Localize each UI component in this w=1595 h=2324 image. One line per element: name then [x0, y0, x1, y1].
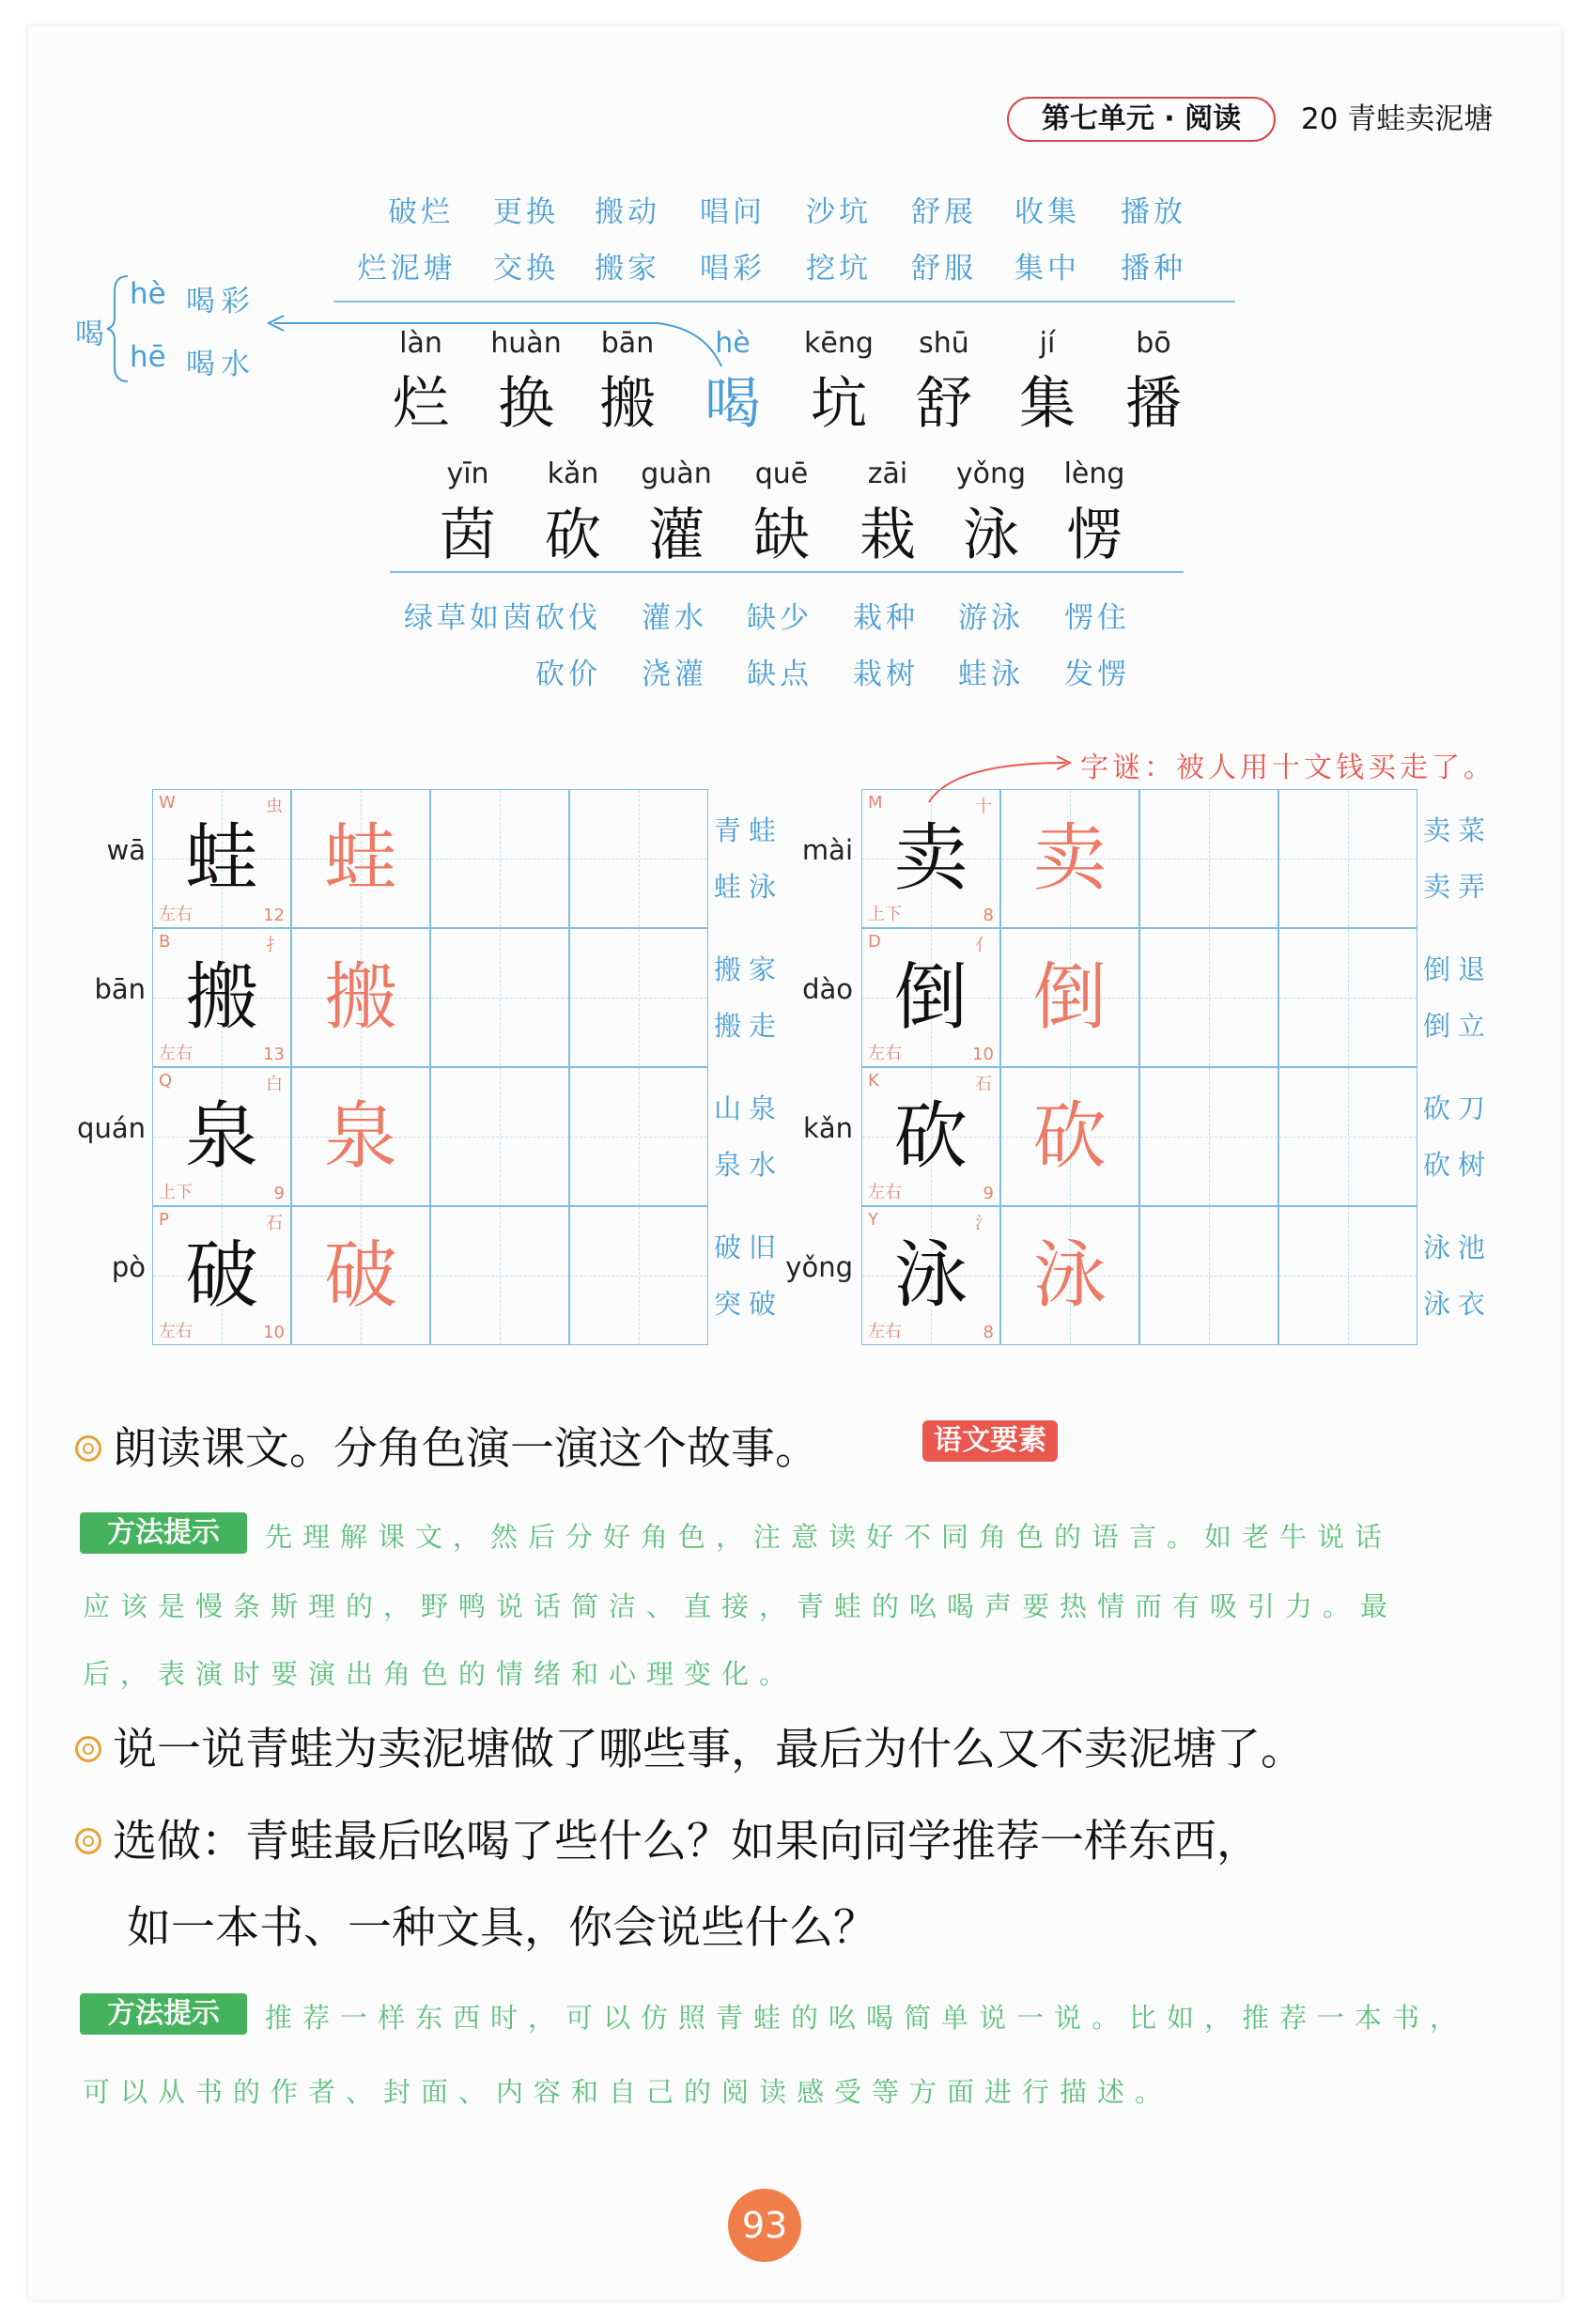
top-word: 更换 — [493, 195, 559, 229]
grid-word: 青蛙 — [714, 814, 784, 846]
grid-cell — [1000, 1206, 1139, 1345]
grid-word: 搬走 — [714, 1010, 784, 1042]
structure: 左右 — [159, 1322, 193, 1341]
character: 集 — [1019, 371, 1076, 437]
radical: 虫 — [266, 797, 283, 816]
bottom-word: 蛙泳 — [958, 658, 1024, 691]
grid-word: 泳衣 — [1423, 1288, 1494, 1320]
grid-char: 搬 — [184, 955, 258, 1040]
grid-char: 蛙 — [184, 816, 258, 901]
grid-char: 搬 — [323, 955, 397, 1040]
grid-char: 泳 — [893, 1233, 968, 1318]
grid-word: 泳池 — [1423, 1232, 1494, 1263]
bullet-icon — [75, 1435, 101, 1462]
grid-cell — [1000, 789, 1139, 928]
character: 舒 — [916, 371, 972, 437]
grid-cell — [569, 789, 708, 928]
stroke-count: 8 — [983, 906, 994, 925]
grid-pinyin: bān — [94, 973, 146, 1005]
grid-cell — [569, 928, 708, 1067]
top-word: 舒展 — [911, 195, 977, 229]
structure: 上下 — [159, 1183, 193, 1202]
character: 茵 — [440, 503, 496, 568]
character: 换 — [498, 371, 554, 437]
tip-badge-1: 方法提示 — [80, 1512, 247, 1554]
index-letter: Q — [159, 1071, 173, 1091]
character: 灌 — [648, 503, 705, 568]
bullet-icon — [75, 1828, 101, 1854]
character: 泳 — [963, 503, 1019, 568]
character: 搬 — [599, 371, 656, 437]
bottom-word: 灌水 — [642, 601, 707, 635]
index-letter: Y — [868, 1210, 878, 1230]
grid-char: 蛙 — [323, 816, 397, 901]
tip-1-line-2: 应该是慢条斯理的，野鸭说话简洁、直接，青蛙的吆喝声要热情而有吸引力。最 — [83, 1590, 1399, 1622]
bottom-word: 发愣 — [1064, 658, 1130, 691]
grid-char: 卖 — [893, 816, 968, 901]
grid-char: 泉 — [184, 1094, 258, 1179]
unit-tag: 第七单元 · 阅读 — [1007, 97, 1276, 142]
character: 砍 — [545, 503, 601, 568]
radical: 氵 — [975, 1214, 992, 1233]
index-letter: D — [868, 932, 881, 952]
question-2-text: 说一说青蛙为卖泥塘做了哪些事，最后为什么又不卖泥塘了。 — [113, 1724, 1305, 1775]
polyphone-py-1: hè — [130, 277, 166, 311]
grid-cell — [1139, 928, 1278, 1067]
question-3 — [75, 1806, 1261, 1869]
grid-cell — [152, 789, 291, 928]
pinyin: yīn — [446, 457, 489, 490]
grid-cell — [1278, 1206, 1417, 1345]
pinyin: guàn — [641, 457, 712, 490]
question-1 — [75, 1414, 819, 1477]
structure: 左右 — [159, 905, 193, 924]
question-1-text: 朗读课文。分角色演一演这个故事。 — [113, 1423, 819, 1475]
grid-pinyin: wā — [106, 834, 146, 866]
bottom-word: 缺少 — [747, 601, 813, 635]
polyphone-word-1: 喝彩 — [186, 285, 256, 318]
index-letter: W — [159, 793, 176, 813]
grid-cell — [861, 789, 1000, 928]
bottom-word: 愣住 — [1064, 601, 1130, 635]
pinyin: lèng — [1063, 457, 1125, 490]
grid-char: 倒 — [893, 955, 968, 1040]
top-word: 破烂 — [388, 195, 454, 229]
grid-cell — [152, 928, 291, 1067]
grid-cell — [430, 1067, 569, 1206]
grid-cell — [861, 928, 1000, 1067]
bullet-icon — [75, 1736, 101, 1762]
character: 喝 — [705, 371, 761, 437]
pinyin: kǎn — [547, 457, 599, 490]
grid-char: 泉 — [323, 1094, 397, 1179]
grid-cell — [1278, 789, 1417, 928]
grid-char: 卖 — [1032, 816, 1107, 901]
question-3-line-1: 选做：青蛙最后吆喝了些什么？如果向同学推荐一样东西， — [113, 1816, 1261, 1867]
page-number: 93 — [728, 2189, 801, 2262]
pinyin: yǒng — [955, 457, 1027, 490]
bottom-word: 栽种 — [853, 601, 919, 635]
badge-chinese-element: 语文要素 — [922, 1420, 1058, 1462]
pinyin: shū — [919, 327, 969, 360]
bottom-word: 砍价 — [535, 658, 601, 691]
grid-pinyin: yǒng — [785, 1251, 853, 1283]
structure: 左右 — [868, 1322, 902, 1341]
tip-badge-2: 方法提示 — [80, 1993, 247, 2035]
grid-cell — [1139, 1067, 1278, 1206]
bottom-word: 浇灌 — [642, 658, 707, 691]
grid-pinyin: quán — [77, 1112, 146, 1144]
character: 烂 — [393, 371, 449, 437]
top-word: 搬动 — [595, 195, 660, 229]
character: 坑 — [811, 371, 867, 437]
structure: 左右 — [159, 1044, 193, 1063]
pinyin: bō — [1136, 327, 1171, 360]
grid-cell — [569, 1067, 708, 1206]
grid-pinyin: dào — [802, 973, 853, 1005]
polyphone-char: 喝 — [75, 318, 104, 351]
grid-cell — [1278, 928, 1417, 1067]
grid-cell — [1139, 789, 1278, 928]
grid-pinyin: kǎn — [803, 1112, 853, 1144]
grid-word: 砍树 — [1423, 1149, 1494, 1181]
grid-cell — [291, 789, 430, 928]
polyphone-word-2: 喝水 — [186, 348, 256, 381]
grid-word: 卖菜 — [1423, 814, 1494, 846]
top-word: 集中 — [1014, 252, 1080, 286]
question-2 — [75, 1714, 1305, 1777]
grid-word: 蛙泳 — [714, 871, 784, 903]
tip-2-line-2: 可以从书的作者、封面、内容和自己的阅读感受等方面进行描述。 — [83, 2076, 1173, 2108]
grid-char: 泳 — [1032, 1233, 1107, 1318]
grid-cell — [291, 1206, 430, 1345]
stroke-count: 13 — [263, 1045, 285, 1064]
divider-bottom — [390, 571, 1184, 573]
stroke-count: 9 — [983, 1184, 994, 1203]
grid-cell — [861, 1206, 1000, 1345]
bottom-word: 栽树 — [853, 658, 919, 691]
index-letter: K — [868, 1071, 879, 1091]
index-letter: M — [868, 793, 883, 813]
riddle-text: 字谜：被人用十文钱买走了。 — [1080, 751, 1495, 784]
grid-cell — [152, 1067, 291, 1206]
pinyin: bān — [600, 327, 655, 360]
grid-word: 突破 — [714, 1288, 784, 1320]
grid-word: 倒立 — [1423, 1010, 1494, 1042]
pinyin: huàn — [490, 327, 562, 360]
stroke-count: 9 — [273, 1184, 285, 1203]
grid-char: 砍 — [893, 1094, 968, 1179]
grid-word: 卖弄 — [1423, 871, 1494, 903]
pinyin: zāi — [867, 457, 908, 490]
stroke-count: 10 — [263, 1323, 285, 1342]
radical: 石 — [266, 1214, 283, 1233]
top-word: 播放 — [1121, 195, 1186, 229]
pinyin: làn — [399, 327, 442, 360]
bottom-word: 砍伐 — [535, 601, 601, 635]
tip-1-line-1: 先理解课文，然后分好角色，注意读好不同角色的语言。如老牛说话 — [265, 1521, 1393, 1553]
grid-word: 泉水 — [714, 1149, 784, 1181]
character: 缺 — [753, 503, 810, 568]
grid-cell — [291, 1067, 430, 1206]
grid-word: 搬家 — [714, 953, 784, 985]
grid-char: 破 — [323, 1233, 397, 1318]
pinyin: kēng — [804, 327, 874, 360]
character: 愣 — [1066, 503, 1123, 568]
grid-cell — [291, 928, 430, 1067]
structure: 左右 — [868, 1044, 902, 1063]
radical: 白 — [266, 1075, 283, 1094]
pinyin: hè — [715, 327, 751, 360]
grid-cell — [1278, 1067, 1417, 1206]
bottom-word: 游泳 — [958, 601, 1024, 635]
character: 栽 — [859, 503, 916, 568]
grid-pinyin: pò — [111, 1251, 146, 1283]
grid-cell — [430, 1206, 569, 1345]
radical: 石 — [975, 1075, 992, 1094]
grid-cell — [1000, 928, 1139, 1067]
radical: 扌 — [266, 936, 283, 955]
stroke-count: 8 — [983, 1323, 994, 1342]
top-word: 舒服 — [911, 252, 977, 286]
radical: 亻 — [975, 936, 992, 955]
grid-word: 山泉 — [714, 1092, 784, 1124]
bottom-word: 缺点 — [747, 658, 813, 691]
grid-cell — [152, 1206, 291, 1345]
top-word: 挖坑 — [806, 252, 872, 286]
polyphone-py-2: hē — [130, 340, 166, 374]
structure: 左右 — [868, 1183, 902, 1202]
stroke-count: 12 — [263, 906, 285, 925]
grid-cell — [861, 1067, 1000, 1206]
question-3-line-2: 如一本书、一种文具，你会说些什么？ — [127, 1902, 877, 1954]
grid-word: 破旧 — [714, 1232, 784, 1263]
top-word: 沙坑 — [806, 195, 872, 229]
lesson-title: 20 青蛙卖泥塘 — [1301, 102, 1494, 136]
stroke-count: 10 — [972, 1045, 994, 1064]
tip-1-line-3: 后，表演时要演出角色的情绪和心理变化。 — [83, 1658, 798, 1690]
top-word: 搬家 — [595, 252, 660, 286]
top-word: 播种 — [1121, 252, 1186, 286]
radical: 十 — [975, 797, 992, 816]
structure: 上下 — [868, 905, 902, 924]
top-word: 唱彩 — [700, 252, 766, 286]
grid-char: 破 — [184, 1233, 258, 1318]
pinyin: quē — [754, 457, 809, 490]
character: 播 — [1125, 371, 1182, 437]
grid-char: 倒 — [1032, 955, 1107, 1040]
bottom-word: 绿草如茵 — [404, 601, 535, 635]
top-word: 交换 — [493, 252, 559, 286]
grid-word: 砍刀 — [1423, 1092, 1494, 1124]
index-letter: B — [159, 932, 171, 952]
grid-word: 倒退 — [1423, 953, 1494, 985]
tip-2-line-1: 推荐一样东西时，可以仿照青蛙的吆喝简单说一说。比如，推荐一本书， — [265, 2002, 1468, 2034]
index-letter: P — [159, 1210, 169, 1230]
top-word: 唱问 — [700, 195, 766, 229]
grid-char: 砍 — [1032, 1094, 1107, 1179]
grid-cell — [569, 1206, 708, 1345]
grid-cell — [1139, 1206, 1278, 1345]
top-word: 烂泥塘 — [357, 252, 457, 286]
grid-cell — [1000, 1067, 1139, 1206]
grid-cell — [430, 789, 569, 928]
pinyin: jí — [1039, 327, 1056, 360]
grid-pinyin: mài — [801, 834, 853, 866]
top-word: 收集 — [1014, 195, 1080, 229]
grid-cell — [430, 928, 569, 1067]
